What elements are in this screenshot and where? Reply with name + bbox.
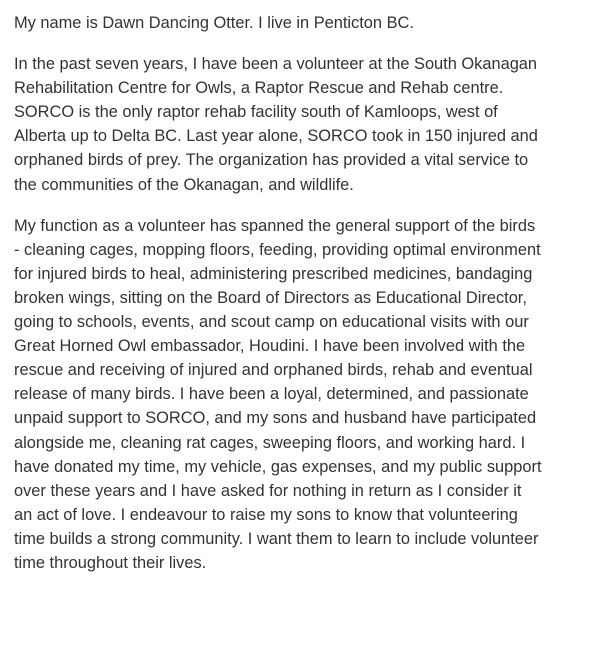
- text-line: In the past seven years, I have been a volunteer at the South Okanagan: [14, 55, 538, 74]
- text-line: the communities of the Okanagan, and wildlife.: [14, 175, 354, 194]
- text-line: Rehabilitation Centre for Owls, a Raptor Rescue and Rehab centre.: [14, 79, 504, 98]
- text-line: Alberta up to Delta BC. Last year alone, SORCO took in 150 injured and: [14, 127, 538, 146]
- text-line: My name is Dawn Dancing Otter. I live in Penticton BC.: [14, 14, 414, 32]
- volunteer-role-paragraph: [14, 214, 600, 575]
- text-line: time throughout their lives.: [14, 553, 207, 572]
- text-line: have donated my time, my vehicle, gas expenses, and my public support: [14, 457, 542, 476]
- text-line: alongside me, cleaning rat cages, sweeping floors, and working hard. I: [14, 433, 526, 452]
- text-line: orphaned birds of prey. The organization has provided a vital service to: [14, 151, 529, 170]
- letter-body: [14, 11, 600, 575]
- text-line: - cleaning cages, mopping floors, feeding, providing optimal environment: [14, 240, 541, 259]
- text-line: broken wings, sitting on the Board of Directors as Educational Director,: [14, 288, 527, 307]
- text-line: time builds a strong community. I want them to learn to include volunteer: [14, 529, 539, 548]
- text-line: over these years and I have asked for nothing in return as I consider it: [14, 481, 522, 500]
- text-line: My function as a volunteer has spanned the general support of the birds: [14, 216, 536, 235]
- text-line: release of many birds. I have been a loyal, determined, and passionate: [14, 385, 529, 404]
- text-line: Great Horned Owl embassador, Houdini. I have been involved with the: [14, 337, 526, 356]
- text-line: for injured birds to heal, administering prescribed medicines, bandaging: [14, 264, 533, 283]
- text-line: SORCO is the only raptor rehab facility south of Kamloops, west of: [14, 103, 498, 122]
- intro-paragraph: [14, 11, 600, 35]
- text-line: rescue and receiving of injured and orphaned birds, rehab and eventual: [14, 361, 533, 380]
- text-line: an act of love. I endeavour to raise my sons to know that volunteering: [14, 505, 518, 524]
- background-paragraph: [14, 52, 600, 197]
- text-line: going to schools, events, and scout camp on educational visits with our: [14, 313, 529, 332]
- text-line: unpaid support to SORCO, and my sons and husband have participated: [14, 409, 537, 428]
